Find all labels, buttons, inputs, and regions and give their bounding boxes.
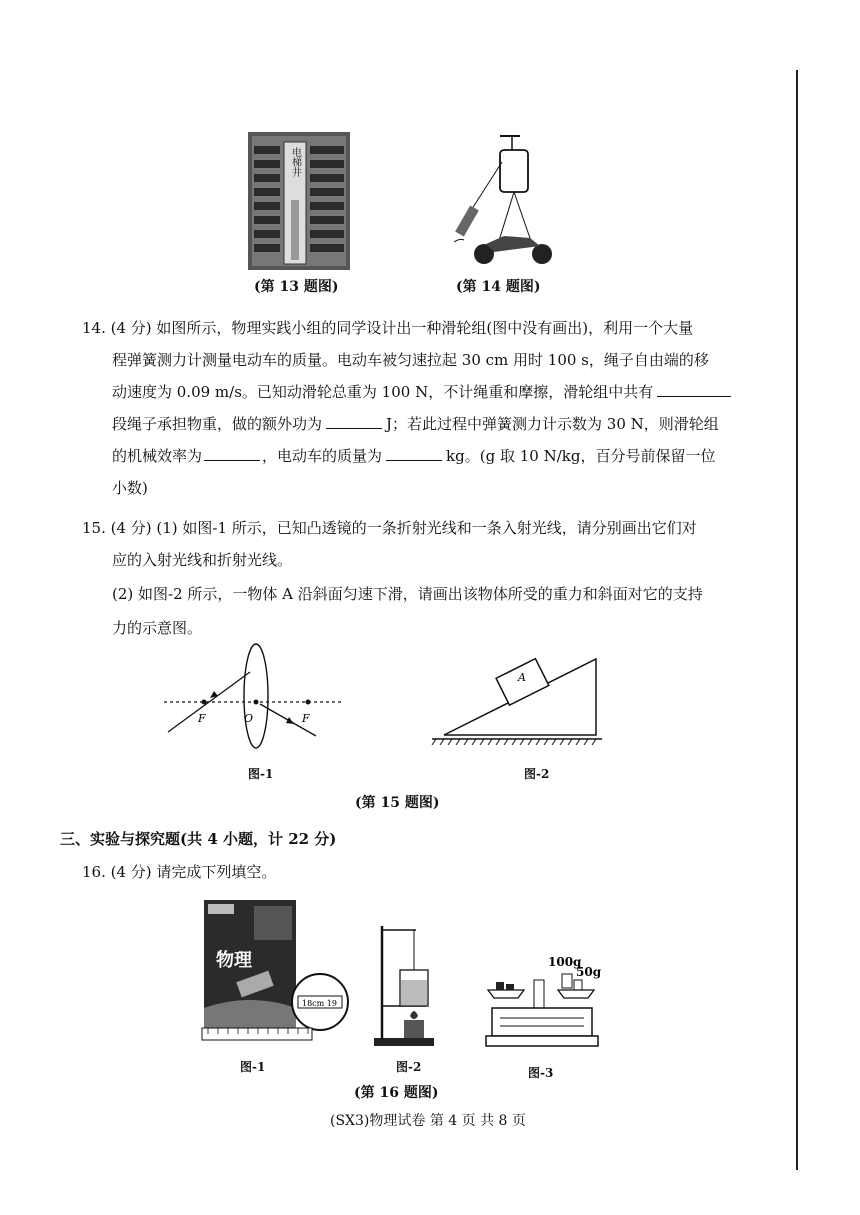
flame bbox=[410, 1011, 418, 1019]
q16-line-1: 16. (4 分) 请完成下列填空。 bbox=[82, 863, 277, 881]
burner bbox=[404, 1020, 424, 1038]
fig13-vertical-label: 电梯井 bbox=[289, 147, 301, 177]
figure-15-2-label: 图-2 bbox=[524, 767, 550, 781]
q14-line-6: 小数) bbox=[112, 479, 148, 497]
center-label: O bbox=[244, 712, 254, 725]
figure-15-1-label: 图-1 bbox=[248, 767, 274, 781]
book-title: 物理 bbox=[216, 950, 252, 971]
figure-16-2-heating-setup bbox=[370, 920, 450, 1050]
weight-100g-label: 100g bbox=[548, 955, 582, 969]
figure-14-caption: (第 14 题图) bbox=[456, 279, 541, 295]
lens-shape bbox=[244, 644, 268, 748]
figure-13-elevator-photo bbox=[248, 132, 350, 270]
q14-line-3-text: 动速度为 0.09 m/s。已知动滑轮总重为 100 N，不计绳重和摩擦，滑轮组中共有 bbox=[112, 383, 654, 401]
figure-16-caption: (第 16 题图) bbox=[354, 1085, 439, 1101]
q14-line-1: 14. (4 分) 如图所示，物理实践小组的同学设计出一种滑轮组(图中没有画出)，利用一个大量 bbox=[82, 319, 694, 337]
section-3-title: 三、实验与探究题(共 4 小题，计 22 分) bbox=[60, 830, 337, 848]
right-pan bbox=[558, 990, 594, 998]
figure-13-caption: (第 13 题图) bbox=[254, 279, 339, 295]
q14-blank-extra-work[interactable] bbox=[326, 412, 382, 429]
q14-blank-segments[interactable] bbox=[657, 380, 731, 397]
q15-line-1: 15. (4 分) (1) 如图-1 所示，已知凸透镜的一条折射光线和一条入射光线，请分别画出它们对 bbox=[82, 519, 697, 537]
focus-left-label: F bbox=[198, 712, 206, 725]
q14-line-4 bbox=[112, 408, 719, 440]
page-margin-line bbox=[796, 70, 798, 1170]
weight-50g-label: 50g bbox=[576, 965, 602, 979]
left-pan bbox=[488, 990, 524, 998]
focus-right-label: F bbox=[302, 712, 310, 725]
figure-16-1-label: 图-1 bbox=[240, 1060, 266, 1074]
q15-line-2: 应的入射光线和折射光线。 bbox=[112, 551, 293, 569]
balance-base bbox=[492, 1008, 592, 1036]
page-footer: (SX3)物理试卷 第 4 页 共 8 页 bbox=[330, 1113, 526, 1129]
figure-16-1-book-ruler bbox=[198, 896, 350, 1048]
q14-line-5c: kg。(g 取 10 N/kg，百分号前保留一位 bbox=[446, 447, 716, 465]
q14-line-3 bbox=[112, 376, 731, 408]
q14-blank-mass[interactable] bbox=[386, 444, 442, 461]
figure-16-2-label: 图-2 bbox=[396, 1060, 422, 1074]
q14-line-5a: 的机械效率为 bbox=[112, 447, 203, 465]
figure-15-caption: (第 15 题图) bbox=[355, 795, 440, 811]
q15-line-4: 力的示意图。 bbox=[112, 619, 203, 637]
figure-15-2-incline bbox=[430, 645, 610, 745]
ruler-reading: 18cm 19 bbox=[302, 999, 337, 1008]
figure-16-3-balance bbox=[478, 950, 608, 1060]
ruler bbox=[202, 1028, 312, 1040]
figure-15-1-convex-lens bbox=[160, 640, 350, 750]
figure-16-3-label: 图-3 bbox=[528, 1066, 554, 1080]
q14-line-2: 程弹簧测力计测量电动车的质量。电动车被匀速拉起 30 cm 用时 100 s，绳子自由端的移 bbox=[112, 351, 709, 369]
q15-line-3: (2) 如图-2 所示，一物体 A 沿斜面匀速下滑，请画出该物体所受的重力和斜面对它的支持 bbox=[112, 585, 703, 603]
q14-line-5b: ，电动车的质量为 bbox=[262, 447, 383, 465]
q14-blank-efficiency[interactable] bbox=[204, 444, 260, 461]
figure-14-ebike-diagram bbox=[440, 132, 560, 270]
q14-line-4b: J；若此过程中弹簧测力计示数为 30 N，则滑轮组 bbox=[386, 415, 719, 433]
block-label: A bbox=[518, 671, 526, 684]
q14-line-5 bbox=[112, 440, 715, 472]
q14-line-4a: 段绳子承担物重，做的额外功为 bbox=[112, 415, 323, 433]
